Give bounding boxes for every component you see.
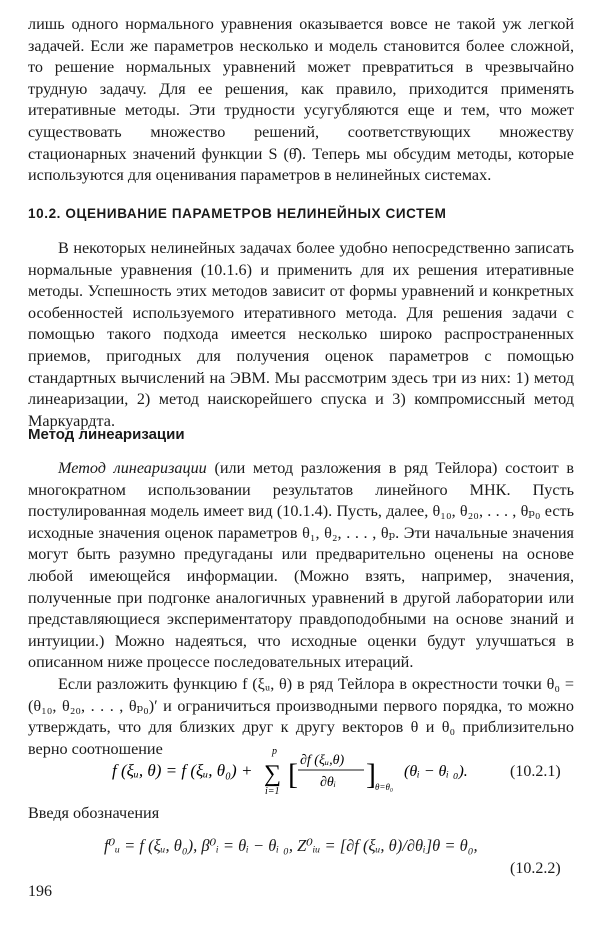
method-text bbox=[28, 458, 574, 674]
sum-symbol: ∑ bbox=[264, 761, 282, 787]
method-body: (или метод разложения в ряд Тейлора) состоит в многократном использовании результатов линейного МНК. Пусть постулированная модель имеет вид (10.1.4). Пусть, далее, θ₁₀, θ₂₀, . . . , θₚ₀ есть исходные значения оценок параметров θ₁, θ₂, . . . , θₚ. Эти начальные значения могут быть разумно предугаданы или предварительно оценены на основе любой имеющейся информации. (Можно взять, например, значения, полученные при подгонке аналогичных уравнений в другой лаборатории или представляющиеся экспериментатору правдоподобными на основе знаний и интуиции.) Можно надеяться, что исходные оценки будут улучшаться в описанном ниже процессе последовательных итераций. bbox=[28, 459, 574, 672]
equation-10-2-1 bbox=[112, 740, 512, 805]
left-bracket: [ bbox=[288, 758, 298, 791]
notation-intro-text: Введя обозначения bbox=[28, 804, 160, 822]
right-bracket: ] bbox=[366, 758, 376, 791]
method-paragraph bbox=[28, 458, 574, 760]
equation-10-2-1-svg bbox=[112, 740, 512, 800]
eq1-left: f (ξᵤ, θ) = f (ξᵤ, θ₀) + bbox=[112, 761, 253, 780]
section-text: В некоторых нелинейных задачах более удобно непосредственно записать нормальные уравнения (10.1.6) и применить для их решения итеративные методы. Успешность этих методов зависит от формы уравнений и конкретных особенностей используемого итеративного метода. Для решения задачи с помощью такого подхода имеется несколько широко распространенных приемов, пригодных для получения оценок параметров с помощью стандартных вычислений на ЭВМ. Мы рассмотрим здесь три из них: 1) метод линеаризации, 2) метод наискорейшего спуска и 3) компромиссный метод Маркуардта. bbox=[28, 239, 574, 430]
eq1-eval-at: θ=θ₀ bbox=[375, 782, 394, 792]
intro-paragraph bbox=[28, 14, 574, 187]
eq1-deriv-den: ∂θᵢ bbox=[320, 775, 337, 790]
notation-intro bbox=[28, 803, 574, 825]
equation-10-2-2: f⁰ᵤ = f (ξᵤ, θ₀), β⁰ᵢ = θᵢ − θᵢ ₀, Z⁰ᵢᵤ = [∂f (ξᵤ, θ)/∂θᵢ]θ = θ₀, bbox=[104, 836, 478, 855]
section-heading: 10.2. ОЦЕНИВАНИЕ ПАРАМЕТРОВ НЕЛИНЕЙНЫХ СИСТЕМ bbox=[28, 206, 447, 221]
eq1-sum-upper: p bbox=[272, 746, 277, 757]
section-paragraph bbox=[28, 238, 574, 432]
method-term: Метод линеаризации bbox=[58, 459, 207, 477]
eq1-sum-lower: i=1 bbox=[265, 786, 280, 797]
subsection-heading: Метод линеаризации bbox=[28, 426, 185, 443]
page-number: 196 bbox=[28, 883, 52, 900]
equation-10-2-1-number: (10.2.1) bbox=[510, 763, 561, 780]
eq1-deriv-num: ∂f (ξᵤ,θ) bbox=[300, 753, 345, 768]
intro-text: лишь одного нормального уравнения оказывается вовсе не такой уж легкой задачей. Если же параметров несколько и модель становится более сложной, то решение нормальных уравнений может превратиться в чрезвычайно трудную задачу. Для ее решения, как правило, приходится применять итеративные методы. Эти трудности усугубляются еще и тем, что может существовать множество решений, соответствующих множеству стационарных значений функции S (θ̂). Теперь мы обсудим методы, которые используются для оценивания параметров в нелинейных системах. bbox=[28, 15, 574, 185]
equation-10-2-2-number: (10.2.2) bbox=[510, 860, 561, 877]
taylor-text: Если разложить функцию f (ξᵤ, θ) в ряд Тейлора в окрестности точки θ₀ = (θ₁₀, θ₂₀, . . . , θₚ₀)′ и ограничиться производными первого порядка, то можно утверждать, что для близких друг к другу векторов θ и θ₀ приблизительно верно соотношение bbox=[28, 674, 574, 758]
eq1-tail: (θᵢ − θᵢ ₀). bbox=[404, 763, 468, 780]
